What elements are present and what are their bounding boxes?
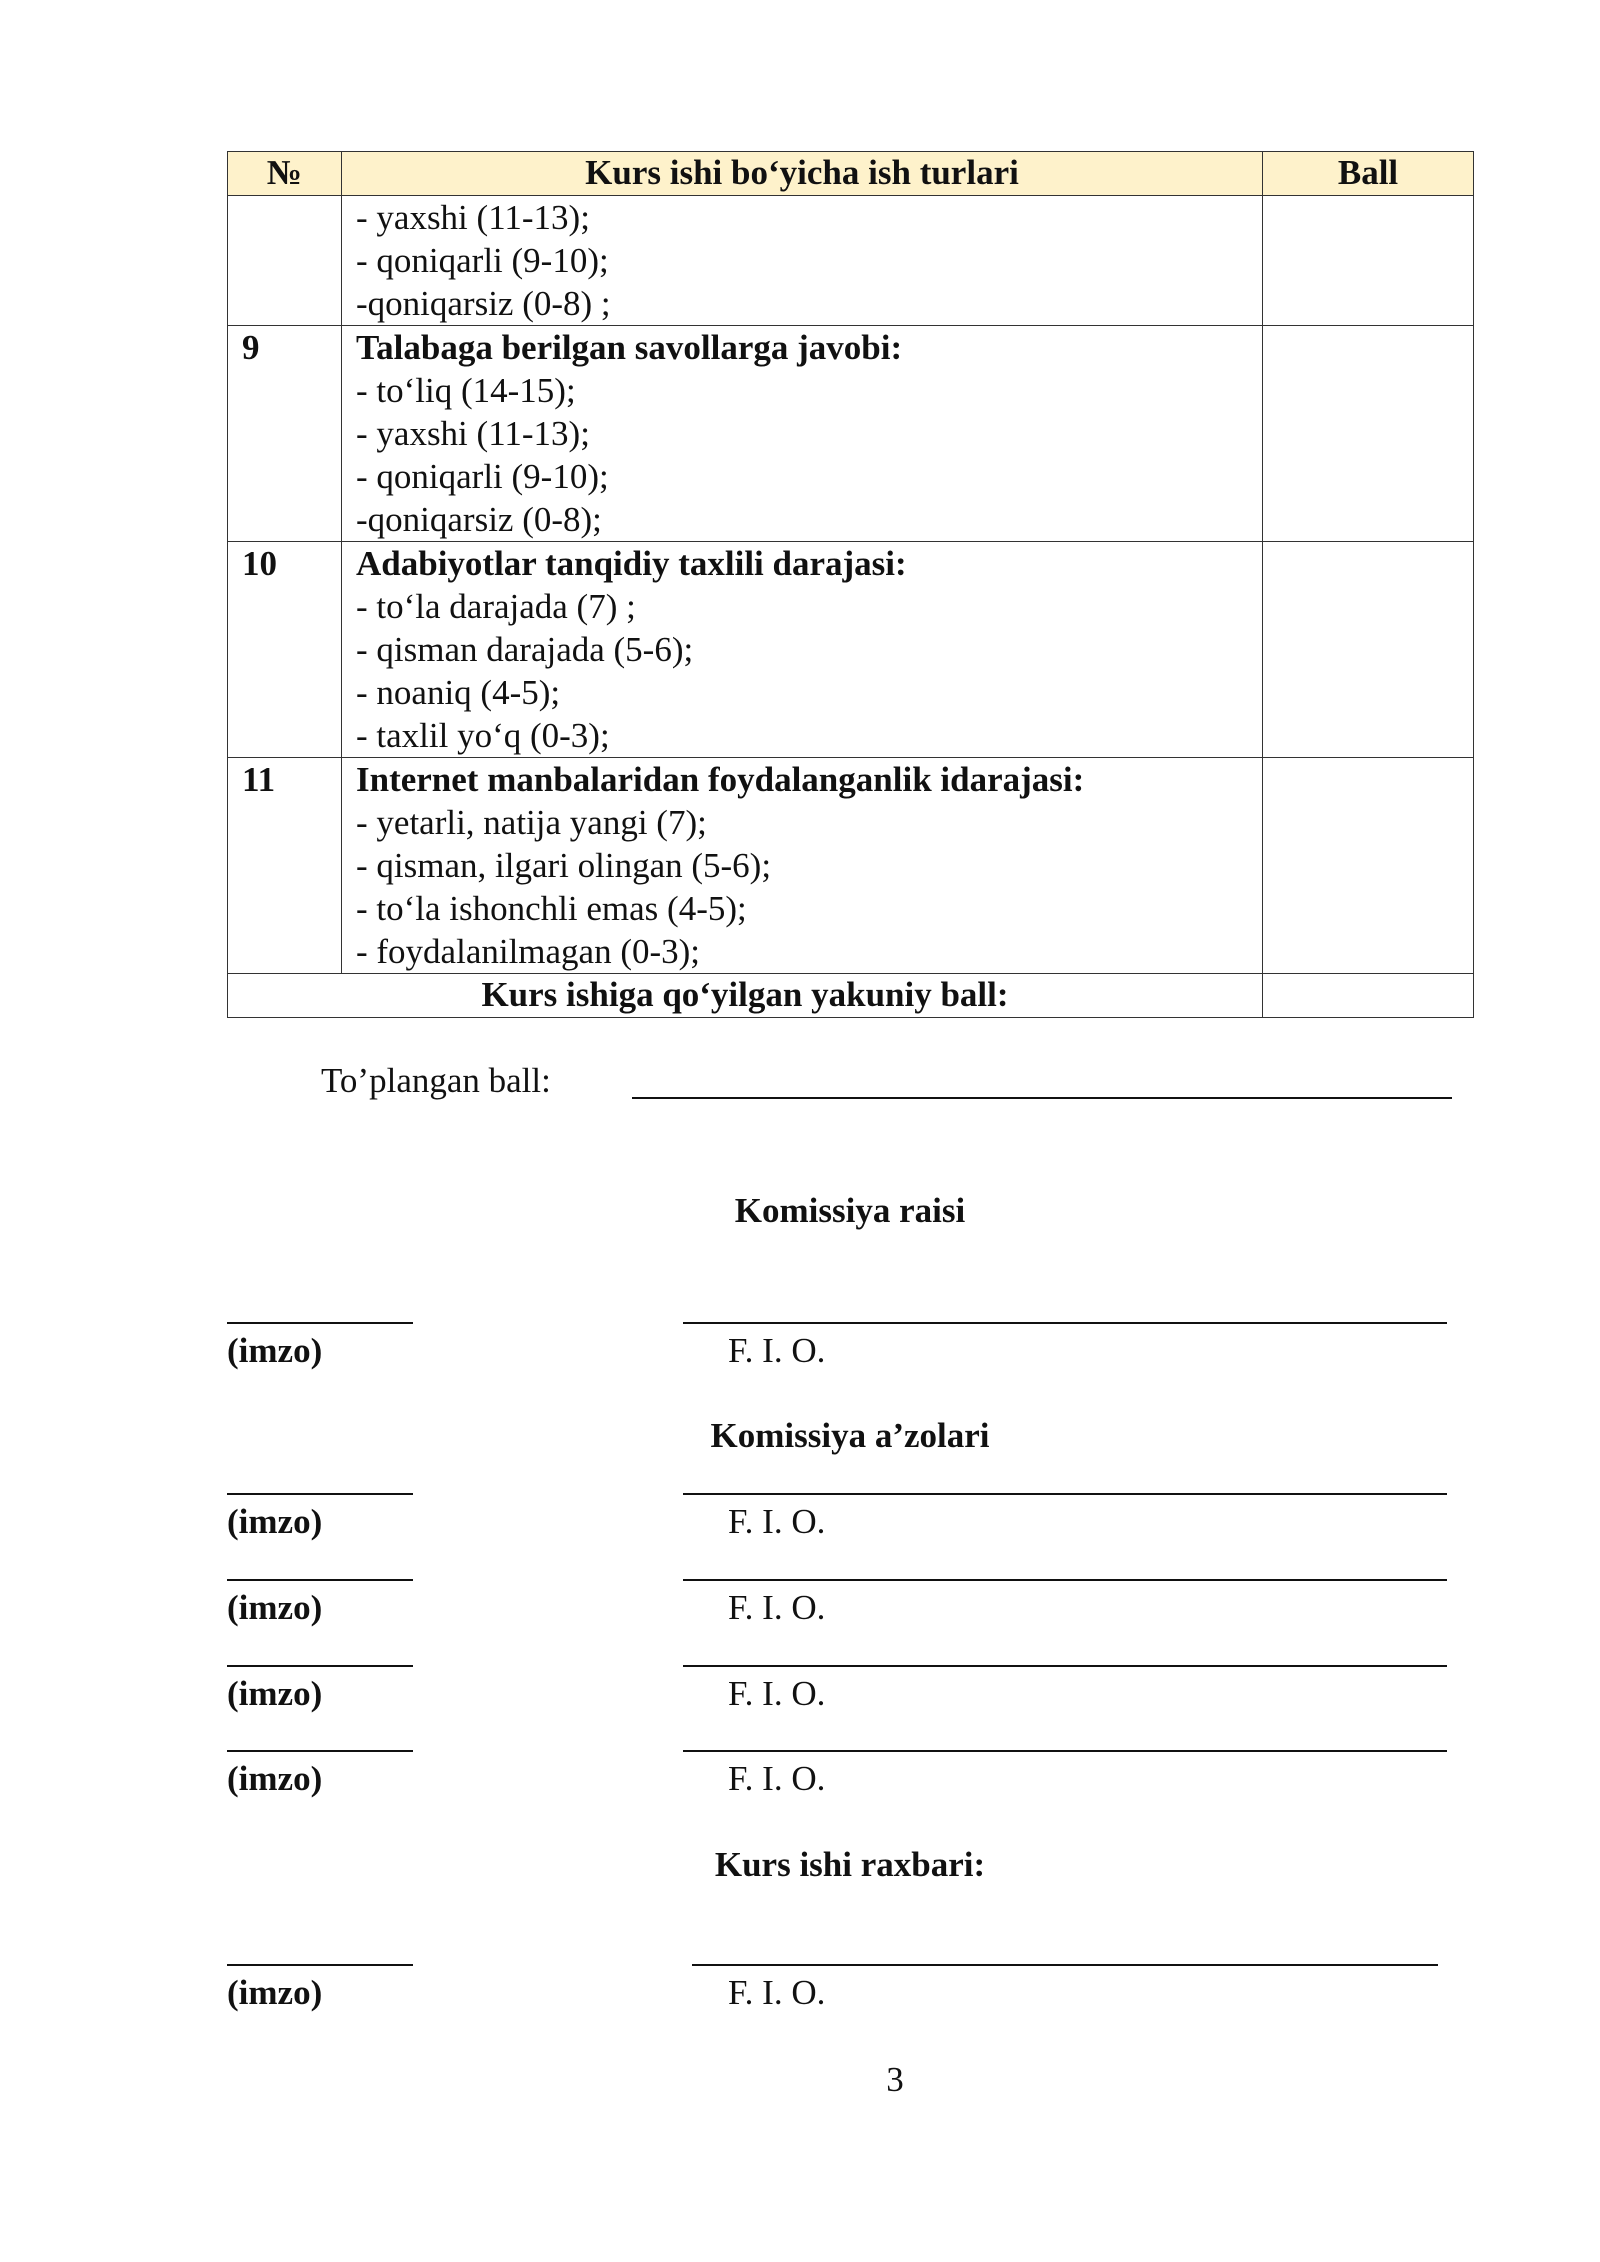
total-score-label: To’plangan ball: bbox=[321, 1061, 551, 1100]
criteria-line: - foydalanilmagan (0-3); bbox=[356, 932, 701, 971]
full-name-label: F. I. O. bbox=[728, 1502, 826, 1541]
final-score-cell bbox=[1263, 974, 1474, 1018]
criteria-cell bbox=[342, 542, 1263, 758]
criteria-cell bbox=[342, 326, 1263, 542]
signature-line bbox=[227, 1579, 413, 1581]
signature-line bbox=[227, 1322, 413, 1324]
signature-line bbox=[227, 1964, 413, 1966]
ball-cell bbox=[1263, 542, 1474, 758]
signature-label: (imzo) bbox=[227, 1759, 323, 1798]
signature-line bbox=[227, 1750, 413, 1752]
criteria-line: - yaxshi (11-13); bbox=[356, 198, 590, 237]
criteria-cell bbox=[342, 758, 1263, 974]
header-no: № bbox=[228, 152, 342, 196]
signature-label: (imzo) bbox=[227, 1674, 323, 1713]
name-line bbox=[683, 1750, 1447, 1752]
row-number-cell: 9 bbox=[228, 326, 342, 542]
page-number: 3 bbox=[886, 2060, 904, 2099]
signature-label: (imzo) bbox=[227, 1502, 323, 1541]
total-score-blank-line bbox=[632, 1097, 1452, 1099]
grading-table bbox=[227, 151, 1474, 1018]
name-line bbox=[683, 1322, 1447, 1324]
signature-label: (imzo) bbox=[227, 1973, 323, 2012]
criteria-line: - yaxshi (11-13); bbox=[356, 414, 590, 453]
table-row bbox=[228, 542, 1474, 758]
full-name-label: F. I. O. bbox=[728, 1588, 826, 1627]
criteria-line: -qoniqarsiz (0-8) ; bbox=[356, 284, 611, 323]
table-row bbox=[228, 326, 1474, 542]
ball-cell bbox=[1263, 758, 1474, 974]
criteria-line: - to‘liq (14-15); bbox=[356, 371, 576, 410]
criteria-line: -qoniqarsiz (0-8); bbox=[356, 500, 602, 539]
criteria-line: - qisman darajada (5-6); bbox=[356, 630, 694, 669]
ball-cell bbox=[1263, 326, 1474, 542]
name-line bbox=[683, 1579, 1447, 1581]
chair-title: Komissiya raisi bbox=[734, 1191, 966, 1230]
row-number-cell: 11 bbox=[228, 758, 342, 974]
name-line bbox=[683, 1665, 1447, 1667]
criteria-line: - qoniqarli (9-10); bbox=[356, 241, 609, 280]
supervisor-title: Kurs ishi raxbari: bbox=[714, 1845, 986, 1884]
full-name-label: F. I. O. bbox=[728, 1759, 826, 1798]
name-line bbox=[683, 1493, 1447, 1495]
table-row bbox=[228, 758, 1474, 974]
criteria-heading: Internet manbalaridan foydalanganlik idarajasi: bbox=[356, 760, 1085, 799]
name-line bbox=[692, 1964, 1438, 1966]
table-row bbox=[228, 196, 1474, 326]
table-header-row bbox=[228, 152, 1474, 196]
row-number-cell bbox=[228, 196, 342, 326]
signature-line bbox=[227, 1493, 413, 1495]
header-work-types: Kurs ishi bo‘yicha ish turlari bbox=[342, 152, 1263, 196]
members-title: Komissiya a’zolari bbox=[710, 1416, 990, 1455]
signature-line bbox=[227, 1665, 413, 1667]
full-name-label: F. I. O. bbox=[728, 1973, 826, 2012]
criteria-line: - yetarli, natija yangi (7); bbox=[356, 803, 707, 842]
criteria-line: - qisman, ilgari olingan (5-6); bbox=[356, 846, 772, 885]
ball-cell bbox=[1263, 196, 1474, 326]
criteria-cell bbox=[342, 196, 1263, 326]
row-number-cell: 10 bbox=[228, 542, 342, 758]
criteria-line: - to‘la ishonchli emas (4-5); bbox=[356, 889, 747, 928]
final-score-row bbox=[228, 974, 1474, 1018]
header-ball: Ball bbox=[1263, 152, 1474, 196]
final-score-label: Kurs ishiga qo‘yilgan yakuniy ball: bbox=[228, 974, 1263, 1018]
signature-label: (imzo) bbox=[227, 1331, 323, 1370]
criteria-line: - noaniq (4-5); bbox=[356, 673, 561, 712]
full-name-label: F. I. O. bbox=[728, 1331, 826, 1370]
criteria-line: - taxlil yo‘q (0-3); bbox=[356, 716, 610, 755]
full-name-label: F. I. O. bbox=[728, 1674, 826, 1713]
criteria-heading: Adabiyotlar tanqidiy taxlili darajasi: bbox=[356, 544, 907, 583]
criteria-line: - to‘la darajada (7) ; bbox=[356, 587, 636, 626]
criteria-heading: Talabaga berilgan savollarga javobi: bbox=[356, 328, 903, 367]
signature-label: (imzo) bbox=[227, 1588, 323, 1627]
criteria-line: - qoniqarli (9-10); bbox=[356, 457, 609, 496]
